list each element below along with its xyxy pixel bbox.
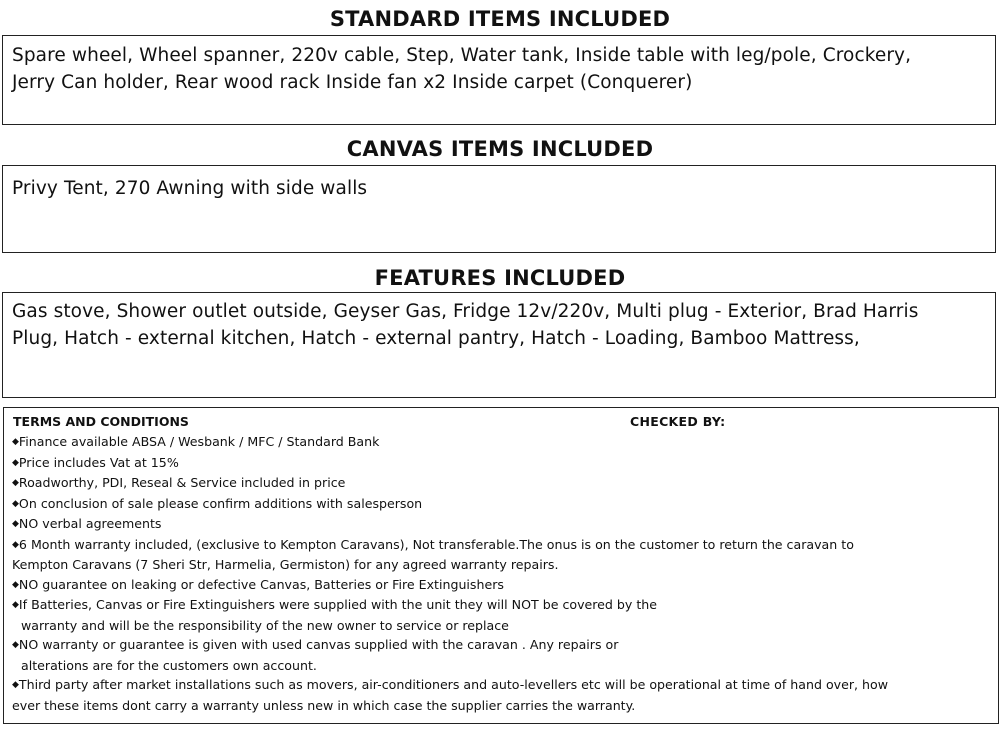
standard-items-line: Jerry Can holder, Rear wood rack Inside fan x2 Inside carpet (Conquerer) <box>12 72 693 93</box>
terms-line <box>12 555 987 575</box>
terms-line-text: Price includes Vat at 15% <box>18 454 179 470</box>
terms-line <box>12 656 987 676</box>
bullet-icon: ◆ <box>12 457 19 468</box>
standard-items-text <box>12 42 980 96</box>
terms-list <box>12 432 987 715</box>
features-line: Plug, Hatch - external kitchen, Hatch - external pantry, Hatch - Loading, Bamboo Mattress, <box>12 328 860 349</box>
canvas-items-text <box>12 175 980 202</box>
terms-line <box>12 494 987 515</box>
terms-line <box>12 432 987 453</box>
features-heading: FEATURES INCLUDED <box>374 266 626 290</box>
terms-line-text: Roadworthy, PDI, Reseal & Service included in price <box>18 475 346 490</box>
features-text <box>12 298 980 352</box>
terms-line-text: Kempton Caravans (7 Sheri Str, Harmelia, Germiston) for any agreed warranty repairs. <box>12 557 559 572</box>
terms-line-text: NO verbal agreements <box>18 516 162 531</box>
terms-line <box>12 616 987 636</box>
bullet-icon: ◆ <box>12 498 19 509</box>
terms-line <box>12 675 987 696</box>
standard-items-line: Spare wheel, Wheel spanner, 220v cable, Step, Water tank, Inside table with leg/pole, Crockery, <box>12 45 912 66</box>
terms-line-text: On conclusion of sale please confirm additions with salesperson <box>18 495 423 511</box>
canvas-items-heading: CANVAS ITEMS INCLUDED <box>346 137 654 161</box>
bullet-icon: ◆ <box>12 539 19 550</box>
canvas-items-line: Privy Tent, 270 Awning with side walls <box>12 178 368 199</box>
bullet-icon: ◆ <box>12 600 19 610</box>
terms-line-text: Third party after market installations such as movers, air-conditioners and auto-levellers etc will be operational at time of hand over, how <box>18 677 889 692</box>
terms-line <box>12 514 987 535</box>
standard-items-heading: STANDARD ITEMS INCLUDED <box>329 7 671 31</box>
terms-line-text: Finance available ABSA / Wesbank / MFC / Standard Bank <box>18 434 380 449</box>
bullet-icon: ◆ <box>12 640 19 650</box>
terms-line-text: ever these items dont carry a warranty unless new in which case the supplier carries the warranty. <box>12 697 636 713</box>
terms-line-text: warranty and will be the responsibility of the new owner to service or replace <box>21 617 509 633</box>
checked-by-label: CHECKED BY: <box>630 414 726 429</box>
terms-line <box>12 473 987 494</box>
bullet-icon: ◆ <box>12 478 19 488</box>
bullet-icon: ◆ <box>12 680 19 690</box>
bullet-icon: ◆ <box>12 519 19 529</box>
terms-line-text: NO guarantee on leaking or defective Canvas, Batteries or Fire Extinguishers <box>18 576 504 592</box>
terms-line <box>12 696 987 716</box>
terms-line <box>12 575 987 596</box>
terms-title: TERMS AND CONDITIONS <box>13 414 189 429</box>
terms-line-text: If Batteries, Canvas or Fire Extinguishers were supplied with the unit they will NOT be covered by the <box>18 597 658 612</box>
features-line: Gas stove, Shower outlet outside, Geyser Gas, Fridge 12v/220v, Multi plug - Exterior, Brad Harris <box>12 301 919 322</box>
bullet-icon: ◆ <box>12 437 19 447</box>
terms-line <box>12 595 987 616</box>
terms-line-text: alterations are for the customers own account. <box>21 657 317 673</box>
terms-line-text: NO warranty or guarantee is given with used canvas supplied with the caravan . Any repairs or <box>18 637 619 652</box>
terms-line-text: 6 Month warranty included, (exclusive to Kempton Caravans), Not transferable.The onus is on the customer to return the caravan to <box>18 536 854 552</box>
bullet-icon: ◆ <box>12 579 19 590</box>
terms-line <box>12 535 987 556</box>
terms-line <box>12 453 987 474</box>
terms-line <box>12 635 987 656</box>
